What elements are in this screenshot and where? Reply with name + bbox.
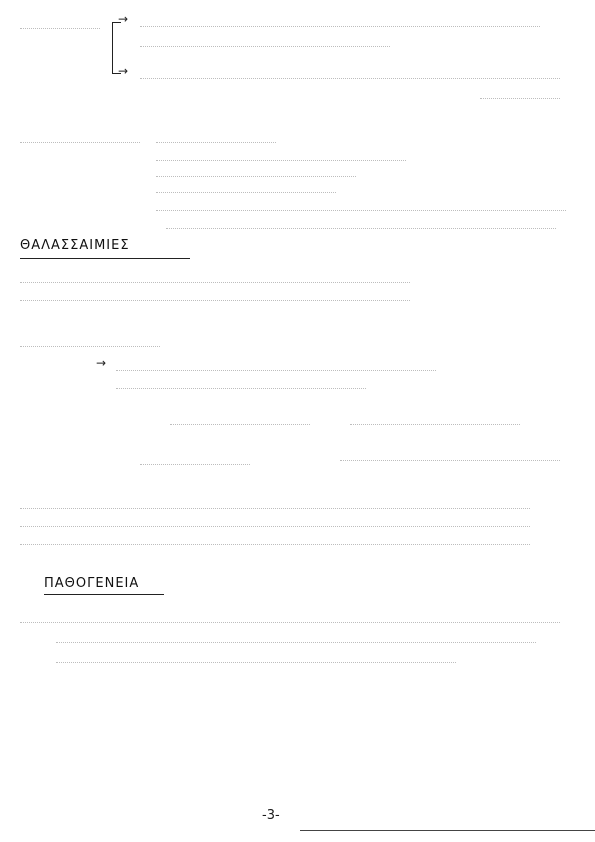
handwritten-line <box>56 648 456 663</box>
handwritten-line <box>140 64 560 79</box>
arrow-icon: → <box>96 356 107 370</box>
handwritten-line <box>156 146 406 161</box>
heading-underline <box>20 258 190 259</box>
handwritten-line <box>56 628 536 643</box>
handwritten-line <box>156 178 336 193</box>
arrow-icon: → <box>118 64 129 78</box>
handwritten-line <box>20 494 530 509</box>
handwritten-line <box>20 128 140 143</box>
handwritten-line <box>480 84 560 99</box>
section-heading-thalassaimies: ΘΑΛΑΣΣΑΙΜΙΕΣ <box>20 238 130 253</box>
footer-rule <box>300 830 595 831</box>
handwritten-line <box>170 410 310 425</box>
handwritten-line <box>116 374 366 389</box>
handwritten-line <box>156 162 356 177</box>
handwritten-line <box>140 12 540 27</box>
handwritten-line <box>20 286 410 301</box>
handwritten-line <box>156 128 276 143</box>
handwritten-line <box>140 32 390 47</box>
handwritten-line <box>340 446 560 461</box>
handwritten-line <box>20 332 160 347</box>
handwritten-line <box>20 512 530 527</box>
heading-underline <box>44 594 164 595</box>
handwritten-line <box>20 608 560 623</box>
handwritten-line <box>20 530 530 545</box>
handwritten-line <box>156 196 566 211</box>
handwritten-line <box>140 450 250 465</box>
section-heading-pathogeneia: ΠΑΘΟΓΕΝΕΙΑ <box>44 576 140 591</box>
handwritten-line <box>350 410 520 425</box>
handwritten-line <box>116 356 436 371</box>
handwritten-line <box>20 14 100 29</box>
page-number: -3- <box>262 808 280 823</box>
handwritten-line <box>166 214 556 229</box>
handwritten-line <box>20 268 410 283</box>
arrow-icon: → <box>118 12 129 26</box>
